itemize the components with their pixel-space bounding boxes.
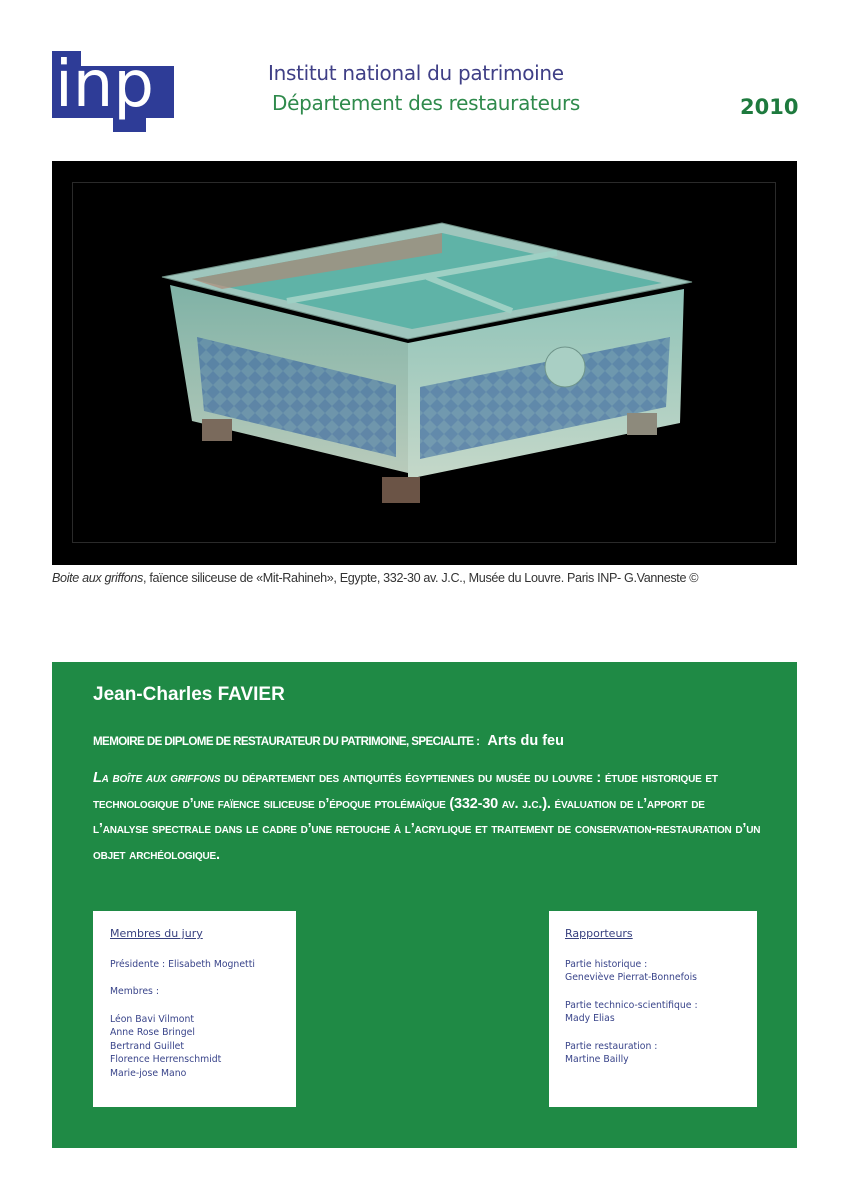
jury-heading: Membres du jury	[110, 927, 203, 940]
rapporteur-part: Partie historique :	[565, 958, 648, 970]
photo-caption	[52, 571, 812, 585]
diploma-label: MEMOIRE DE DIPLOME DE RESTAURATEUR DU PATRIMOINE, SPECIALITE :	[93, 735, 480, 748]
author-name: Jean-Charles FAVIER	[93, 684, 285, 705]
year: 2010	[740, 95, 799, 119]
logo-text: inp	[55, 48, 154, 122]
box-foot-front	[382, 477, 420, 503]
rapporteur-name: Geneviève Pierrat-Bonnefois	[565, 972, 698, 983]
box-foot-left	[202, 419, 232, 441]
box-foot-right	[627, 413, 657, 435]
faience-box-illustration	[52, 161, 797, 565]
jury-box	[93, 911, 296, 1107]
rapporteur-name: Martine Bailly	[565, 1054, 629, 1065]
institute-name: Institut national du patrimoine	[268, 61, 564, 85]
memoire-title-rest: du département des antiquités égyptiennes du musée du louvre : étude historique et technologique d’une faïence siliceuse d’époque ptolémaïque (332-30 av. j.c.). évaluation de l’apport de l’analyse spectrale dans le cadre d’une retouche à l’acrylique et traitement de conservation-restauration d’un objet archéologique.	[93, 770, 761, 863]
jury-member: Léon Bavi Vilmont	[110, 1013, 194, 1025]
rapporteur-part: Partie restauration :	[565, 1040, 658, 1052]
specialty: Arts du feu	[487, 733, 564, 749]
inp-logo	[52, 48, 174, 132]
jury-member: Bertrand Guillet	[110, 1040, 185, 1052]
rapporteur-name: Mady Elias	[565, 1013, 615, 1024]
jury-member: Florence Herrenschmidt	[110, 1054, 222, 1065]
department-name: Département des restaurateurs	[272, 91, 580, 115]
jury-member: Marie-josе Mano	[110, 1067, 187, 1079]
caption-details: , faïence siliceuse de «Mit-Rahineh», Egypte, 332-30 av. J.C., Musée du Louvre. Paris INP- G.Vanneste ©	[143, 571, 699, 585]
jury-member: Anne Rose Bringel	[110, 1027, 195, 1038]
jury-president: Présidente : Elisabeth Mognetti	[110, 958, 255, 970]
memoire-title-italic: La boîte aux griffons	[93, 770, 221, 786]
diploma-line	[93, 733, 564, 749]
caption-title: Boite aux griffons	[52, 571, 144, 585]
box-knob	[545, 347, 585, 387]
rapporteurs-box	[549, 911, 757, 1107]
memoire-title	[93, 766, 763, 868]
cover-photo	[52, 161, 797, 565]
jury-members-label: Membres :	[110, 986, 159, 997]
rapporteurs-heading: Rapporteurs	[565, 927, 633, 940]
rapporteur-part: Partie technico-scientifique :	[565, 999, 698, 1011]
